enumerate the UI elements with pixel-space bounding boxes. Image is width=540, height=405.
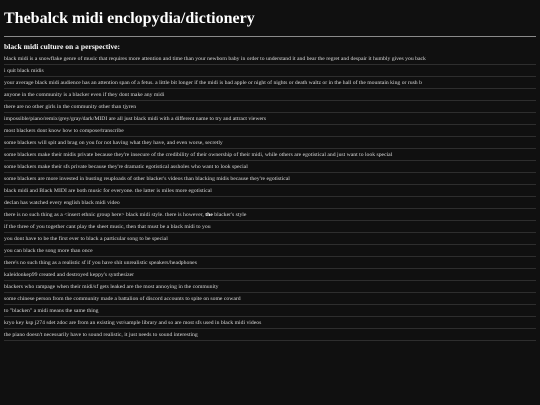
list-item: some blackers are more invested in busting reuploads of other blacker's videos than blacking midis because they're egotistical <box>4 173 536 185</box>
list-item: you can black the song more than once <box>4 245 536 257</box>
list-item: there are no other girls in the community other than tjyren <box>4 101 536 113</box>
list-item: declan has watched every english black midi video <box>4 197 536 209</box>
page-title: Thebalck midi enclopydia/dictionery <box>4 10 255 27</box>
section-heading: black midi culture on a perspective: <box>4 42 121 51</box>
style-text-before: there is no such thing as a <insert ethnic group here> black midi style. there is however, <box>4 211 206 218</box>
list-item: anyone in the community is a blacker even if they dont make any midi <box>4 89 536 101</box>
list-item-style <box>4 209 536 221</box>
list-item: kaleidonkep99 created and destroyed keppy's synthesizer <box>4 269 536 281</box>
list-item: i quit black midis <box>4 65 536 77</box>
style-text-after: blacker's style <box>212 211 247 218</box>
list-item: black midi is a snowflake genre of music that requires more attention and time than your newborn baby in order to understand it and bear the regret and despair it humbly gives you back <box>4 53 536 65</box>
list-item: there's no such thing as a realistic sf if you have shit unrealistic speakers/headphones <box>4 257 536 269</box>
list-item: some chinese person from the community made a battalion of discord accounts to spite on some coward <box>4 293 536 305</box>
list-item: some blackers make their sfs private because they're dramatic egotistical assholes who want to look special <box>4 161 536 173</box>
list-item: impossible/piano/remix/grey/gray/dark/MIDI are all just black midi with a different name to try and attract viewers <box>4 113 536 125</box>
list-item: if the three of you together cant play the sheet music, then that must be a black midi to you <box>4 221 536 233</box>
style-text-bold: the <box>205 211 213 218</box>
list-item: blackers who rampage when their midi/sf gets leaked are the most annoying in the community <box>4 281 536 293</box>
list-item: the piano doesn't necessarily have to sound realistic, it just needs to sound interesting <box>4 329 536 341</box>
list-item: some blackers make their midis private because they're insecure of the credibility of their ownership of their midi, while others are egotistical and just want to look special <box>4 149 536 161</box>
list-item: kryo key ksp j274 sdet zdoc are from an existing vst/sample library and so are most sfs used in black midi videos <box>4 317 536 329</box>
list-item: to "blacken" a midi means the same thing <box>4 305 536 317</box>
list-item: you dont have to be the first ever to black a particular song to be special <box>4 233 536 245</box>
title-divider <box>4 36 536 37</box>
list-item: most blackers dont know how to compose/transcribe <box>4 125 536 137</box>
list-item: your average black midi audience has an attention span of a fetus. a little bit longer if the midi is bad apple or night of nights or death waltz or in the hall of the mountain king or rush b <box>4 77 536 89</box>
culture-list <box>4 53 536 341</box>
list-item: some blackers will spit and brag on you for not having what they have, and even worse, secretly <box>4 137 536 149</box>
list-item: black midi and Black MIDI are both music for everyone. the latter is miles more egotistical <box>4 185 536 197</box>
